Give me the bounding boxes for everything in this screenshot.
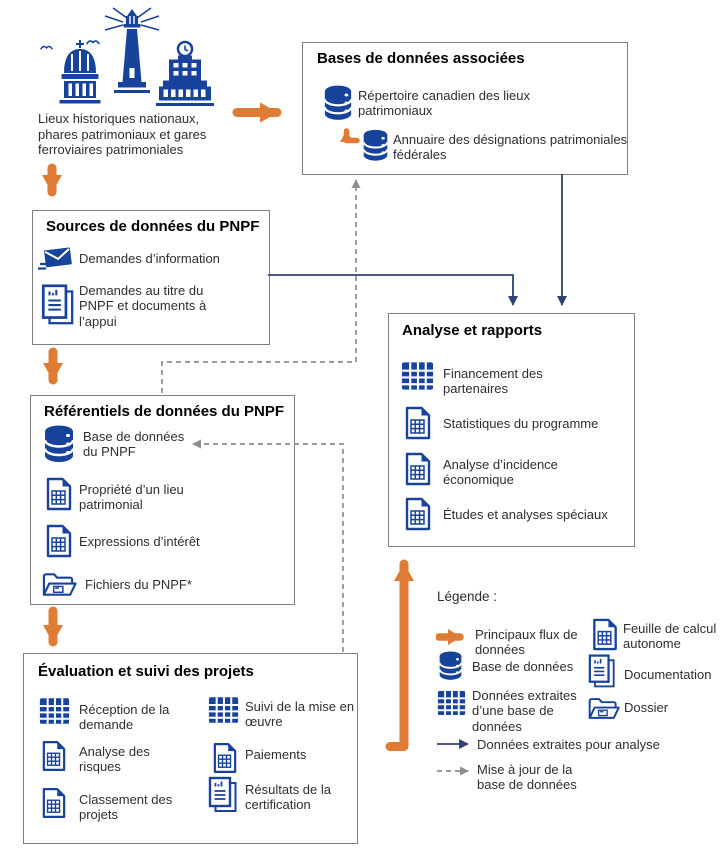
sources-box: [32, 210, 270, 345]
analyse-box-title: Analyse et rapports: [402, 322, 543, 339]
item-label: Analyse des risques: [79, 744, 150, 775]
railway-station-icon: [152, 40, 218, 108]
item-label: Répertoire canadien des lieux patrimoniaux: [358, 88, 530, 119]
item-label: Réception de la demande: [79, 702, 170, 733]
documents-icon: [41, 281, 75, 328]
spreadsheet-icon: [46, 524, 72, 558]
grid-icon: [208, 696, 239, 724]
spreadsheet-icon: [213, 742, 237, 774]
folder-icon: [41, 569, 78, 599]
main-flow-arrow-evaluation-to-analyse: [390, 564, 404, 747]
mail-icon: [38, 242, 76, 274]
legend-label-extracted: Données extraites d’une base de données: [472, 688, 577, 734]
item-label: Fichiers du PNPF*: [85, 577, 192, 592]
spreadsheet-icon: [405, 406, 431, 440]
spreadsheet-icon: [42, 787, 66, 819]
grid-icon: [401, 361, 434, 391]
analyse-box: [388, 313, 635, 547]
legend-label-spreadsheet: Feuille de calcul autonome: [623, 621, 717, 652]
header-caption: Lieux historiques nationaux, phares patrimoniaux et gares ferroviaires patrimoniales: [38, 111, 207, 158]
item-label: Statistiques du programme: [443, 416, 599, 431]
sources-box-title: Sources de données du PNPF: [46, 218, 260, 235]
item-label: Classement des projets: [79, 792, 173, 823]
item-label: Expressions d’intérêt: [79, 534, 200, 549]
legend-label-database: Base de données: [472, 659, 574, 674]
bases-box-title: Bases de données associées: [317, 50, 525, 67]
legend-label-analysis-flow: Données extraites pour analyse: [477, 737, 660, 752]
spreadsheet-icon: [42, 740, 66, 772]
evaluation-box: [23, 653, 358, 844]
legend-title: Légende :: [437, 589, 498, 604]
database-icon: [43, 423, 75, 464]
spreadsheet-icon: [592, 618, 618, 651]
item-label: Demandes d’information: [79, 251, 220, 266]
referentiels-box: [30, 395, 295, 605]
item-label: Résultats de la certification: [245, 782, 331, 813]
grid-icon: [437, 690, 466, 716]
analysis-flow-arrow-sample: [436, 738, 478, 750]
update-flow-arrow-sample: [436, 765, 478, 777]
evaluation-box-title: Évaluation et suivi des projets: [38, 663, 254, 680]
spreadsheet-icon: [405, 452, 431, 486]
grid-icon: [39, 697, 70, 725]
item-label: Propriété d’un lieu patrimonial: [79, 482, 184, 513]
database-icon: [362, 127, 389, 163]
legend-label-main-flow: Principaux flux de données: [475, 627, 578, 658]
item-label: Paiements: [245, 747, 307, 762]
documents-icon: [208, 776, 238, 813]
spreadsheet-icon: [405, 497, 431, 531]
bases-box: [302, 42, 628, 175]
documents-icon: [588, 654, 616, 688]
bird-icon: [40, 44, 53, 50]
legend-label-update-flow: Mise à jour de la base de données: [477, 762, 577, 793]
legend-label-documentation: Documentation: [624, 667, 712, 682]
database-icon: [323, 83, 353, 122]
item-label: Financement des partenaires: [443, 366, 543, 397]
item-label: Études et analyses spéciaux: [443, 507, 608, 522]
main-flow-arrow-sample: [436, 628, 474, 646]
item-label: Analyse d’incidence économique: [443, 457, 558, 488]
referentiels-box-title: Référentiels de données du PNPF: [44, 403, 285, 420]
item-label: Annuaire des désignations patrimoniales fédérales: [393, 132, 628, 163]
folder-icon: [587, 694, 621, 722]
spreadsheet-icon: [46, 477, 72, 511]
historic-site-icon: [54, 39, 106, 105]
legend-label-folder: Dossier: [624, 700, 669, 715]
analysis-flow-arrow-sources-to-analyse: [268, 275, 513, 305]
item-label: Demandes au titre du PNPF et documents à l’appui: [79, 283, 207, 329]
item-label: Base de données du PNPF: [83, 429, 185, 460]
item-label: Suivi de la mise en œuvre: [245, 699, 355, 730]
database-icon: [438, 650, 463, 681]
